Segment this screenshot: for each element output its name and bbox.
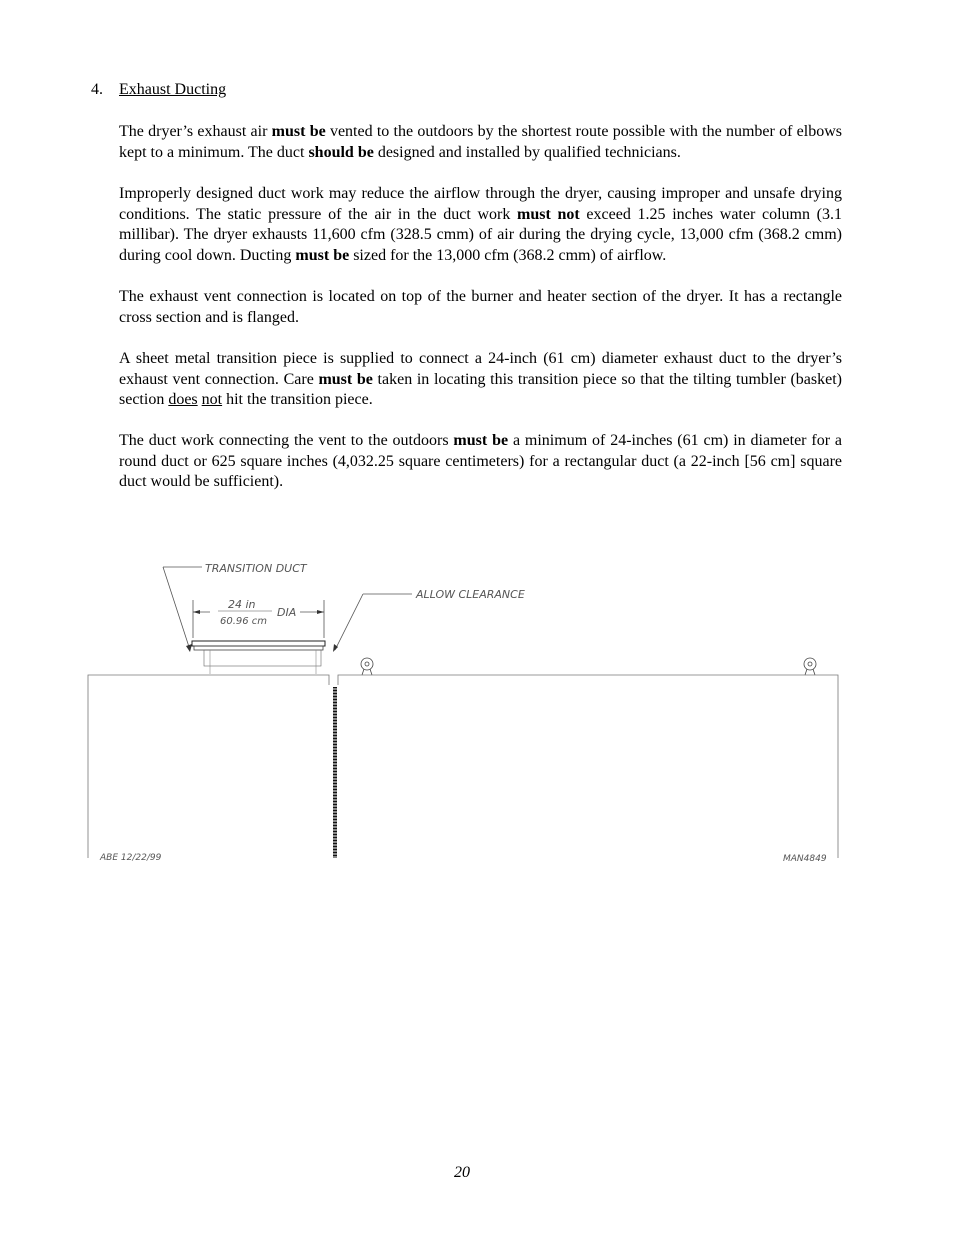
transition-flange xyxy=(194,646,323,650)
exhaust-vent-connection xyxy=(204,650,321,666)
paragraph-exhaust-route xyxy=(119,122,842,163)
paragraph-duct-size xyxy=(119,431,842,493)
author-date-stamp: ABE 12/22/99 xyxy=(100,853,162,863)
drawing-number: MAN4849 xyxy=(783,854,827,864)
dimension-inches: 24 in xyxy=(228,598,256,611)
text-run: Improperly designed duct work may reduce the airflow through the dryer, causing improper and unsafe drying conditions. The static pressure of the air in the duct work xyxy=(119,185,842,223)
exhaust-duct-diagram xyxy=(0,540,954,880)
bold-run: must be xyxy=(271,123,326,140)
bold-run: must be xyxy=(295,246,350,264)
text-run: a minimum of 24-inches (61 cm) in diameter for a round duct or 625 square inches (4,032.25 square centimeters) for a rectangular duct (a 22-inch [56 cm] square duct would be sufficient). xyxy=(119,432,843,491)
text-run: sized for the 13,000 cfm (368.2 cmm) of airflow. xyxy=(349,246,667,264)
text-run: The exhaust vent connection is located on top of the burner and heater section of the dryer. It has a rectangle cross section and is flanged. xyxy=(119,288,842,326)
paragraph-static-pressure xyxy=(119,184,842,266)
bold-run: must be xyxy=(318,370,373,388)
section-number: 4. xyxy=(91,81,103,98)
lifting-eye-icon xyxy=(361,658,373,675)
text-run: designed and installed by qualified technicians. xyxy=(373,143,681,161)
text-run: taken in locating this transition piece so that the tilting tumbler (basket) section xyxy=(119,370,842,409)
bold-run: must not xyxy=(517,205,580,223)
underline-run: not xyxy=(201,391,223,409)
bold-run: should be xyxy=(308,143,374,161)
dryer-outline xyxy=(88,675,838,858)
text-run: exceed 1.25 inches water column (3.1 millibar). The dryer exhausts 11,600 cfm (328.5 cmm) of air during the drying cycle, 13,000 cfm (368.2 cmm) during cool down. Ducting xyxy=(119,205,842,264)
lifting-eye-icon xyxy=(804,658,816,675)
paragraph-transition-piece xyxy=(119,349,842,411)
leader-line xyxy=(163,567,190,650)
section-heading xyxy=(91,81,226,99)
transition-piece xyxy=(192,641,325,646)
section-title: Exhaust Ducting xyxy=(119,81,227,98)
dimension-cm: 60.96 cm xyxy=(220,616,268,627)
arrowhead-icon xyxy=(193,610,200,614)
leader-line xyxy=(335,594,363,650)
text-run: hit the transition piece. xyxy=(222,391,373,409)
paragraph-vent-location xyxy=(119,287,842,328)
allow-clearance-label: ALLOW CLEARANCE xyxy=(416,588,525,601)
arrowhead-icon xyxy=(186,644,192,652)
dimension-dia: DIA xyxy=(277,606,297,619)
bold-run: must be xyxy=(453,432,509,449)
page-number: 20 xyxy=(454,1164,470,1181)
text-run: The dryer’s exhaust air xyxy=(119,123,272,140)
arrowhead-icon xyxy=(317,610,324,614)
underline-run: does xyxy=(168,391,198,409)
text-run: vented to the outdoors by the shortest route possible with the number of elbows kept to a minimum. The duct xyxy=(119,123,842,161)
transition-duct-label: TRANSITION DUCT xyxy=(205,562,307,575)
text-run: The duct work connecting the vent to the outdoors xyxy=(119,432,454,449)
text-run: A sheet metal transition piece is supplied to connect a 24-inch (61 cm) diameter exhaust duct to the dryer’s exhaust vent connection. Care xyxy=(119,350,842,388)
